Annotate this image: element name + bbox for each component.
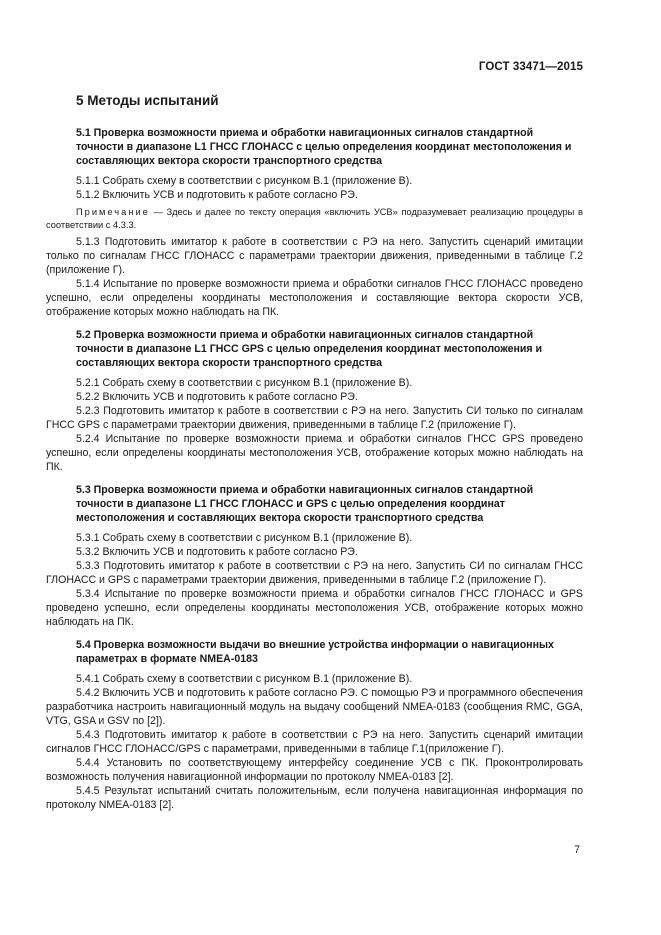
paragraph-5-2-4: 5.2.4 Испытание по проверке возможности приема и обработки сигналов ГНСС GPS проведено успешно, если определены координаты местоположения УСВ, отображение которых можно наблюдать на ПК. [46,433,583,473]
paragraph-5-1-4: 5.1.4 Испытание по проверке возможности приема и обработки сигналов ГНСС ГЛОНАСС проведено успешно, если определены координаты местоположения и составляющие вектора скорости УСВ, отображение которых можно наблюдать на ПК. [46,278,583,318]
paragraph-5-1-2: 5.1.2 Включить УСВ и подготовить к работе согласно РЭ. [76,189,358,201]
page-content [46,92,583,812]
paragraph-5-2-1: 5.2.1 Собрать схему в соответствии с рисунком В.1 (приложение В). [76,377,413,389]
subsection-title-5-1: 5.1 Проверка возможности приема и обработки навигационных сигналов стандартной точности в диапазоне L1 ГНСС ГЛОНАСС с целью определения координат местоположения и составляющих вектора скорости транспортного средства [76,127,572,167]
paragraph-5-4-2: 5.4.2 Включить УСВ и подготовить к работе согласно РЭ. С помощью РЭ и программного обеспечения разработчика настроить навигационный модуль на выдачу сообщений NMEA-0183 (сообщения RMC, GGA, VTG, GSA и GSV по [2]). [46,687,583,727]
paragraph-5-3-3: 5.3.3 Подготовить имитатор к работе в соответствии с РЭ на него. Запустить СИ по сигналам ГНСС ГЛОНАСС и GPS с параметрами траектории движения, приведенными в таблице Г.2 (приложение Г). [46,560,583,586]
paragraph-5-3-4: 5.3.4 Испытание по проверке возможности приема и обработки сигналов ГНСС ГЛОНАСС и GPS проведено успешно, если определены координаты местоположения УСВ, отображение которых можно наблюдать на ПК. [46,588,583,628]
paragraph-5-4-4: 5.4.4 Установить по соответствующему интерфейсу соединение УСВ с ПК. Проконтролировать возможность получения навигационной информации по протоколу NMEA-0183 [2]. [46,757,583,783]
document-code: ГОСТ 33471—2015 [478,61,583,73]
paragraph-5-3-2: 5.3.2 Включить УСВ и подготовить к работе согласно РЭ. [76,546,358,558]
subsection-title-5-4: 5.4 Проверка возможности выдачи во внешние устройства информации о навигационных параметрах в формате NMEA-0183 [76,639,554,665]
note [46,206,583,231]
paragraph-5-3-1: 5.3.1 Собрать схему в соответствии с рисунком В.1 (приложение В). [76,532,413,544]
subsection-title-5-3: 5.3 Проверка возможности приема и обработки навигационных сигналов стандартной точности в диапазоне L1 ГНСС ГЛОНАСС и GPS с целью определения координат местоположения и составляющих вектора скорости транспортного средства [76,484,534,524]
paragraph-5-4-3: 5.4.3 Подготовить имитатор к работе в соответствии с РЭ на него. Запустить сценарий имитации сигналов ГНСС ГЛОНАСС/GPS с параметрами, приведенными в таблице Г.1(приложение Г). [46,729,583,755]
paragraph-5-4-1: 5.4.1 Собрать схему в соответствии с рисунком В.1 (приложение В). [76,673,413,685]
note-label: Примечание [76,207,150,217]
section-title: 5 Методы испытаний [76,93,219,108]
paragraph-5-1-3: 5.1.3 Подготовить имитатор к работе в соответствии с РЭ на него. Запустить сценарий имитации только по сигналам ГНСС ГЛОНАСС с параметрами траектории движения, приведенными в таблице Г.2 (приложение Г). [46,236,583,276]
subsection-title-5-2: 5.2 Проверка возможности приема и обработки навигационных сигналов стандартной точности в диапазоне L1 ГНСС GPS с целью определения координат местоположения и составляющих вектора скорости транспортного средства [76,329,543,369]
page-number: 7 [574,844,580,856]
paragraph-5-2-3: 5.2.3 Подготовить имитатор к работе в соответствии с РЭ на него. Запустить СИ только по сигналам ГНСС GPS с параметрами траектории движения, приведенными в таблице Г.2 (приложение Г). [46,405,583,431]
paragraph-5-1-1: 5.1.1 Собрать схему в соответствии с рисунком В.1 (приложение В). [76,175,413,187]
paragraph-5-4-5: 5.4.5 Результат испытаний считать положительным, если получена навигационная информация по протоколу NMEA-0183 [2]. [46,785,583,811]
paragraph-5-2-2: 5.2.2 Включить УСВ и подготовить к работе согласно РЭ. [76,391,358,403]
note-text: — Здесь и далее по тексту операция «включить УСВ» подразумевает реализацию процедуры в соответствии с 4.3.3. [46,207,583,230]
